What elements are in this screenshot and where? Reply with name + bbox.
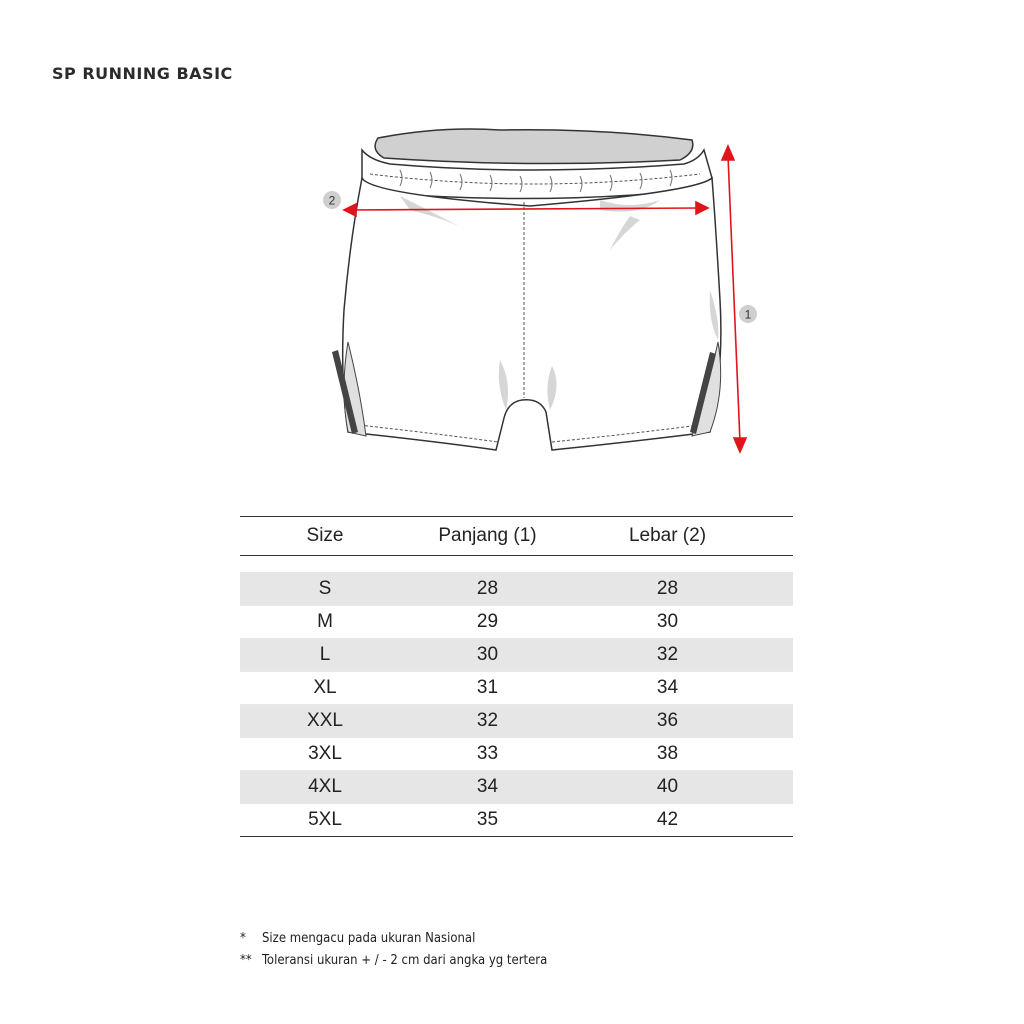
- table-row: [240, 705, 793, 738]
- header-size: Size: [306, 525, 344, 546]
- cell-lebar: 32: [656, 644, 679, 665]
- waistband-inner: [375, 129, 693, 164]
- footnote-mark: *: [240, 931, 246, 946]
- table-row: [240, 606, 793, 639]
- cell-lebar: 30: [656, 611, 679, 632]
- cell-lebar: 34: [656, 677, 679, 698]
- table-row: [240, 804, 793, 837]
- header-panjang: Panjang (1): [438, 525, 537, 546]
- header-lebar: Lebar (2): [628, 525, 707, 546]
- cell-size: M: [317, 611, 333, 632]
- cell-lebar: 36: [656, 710, 679, 731]
- shorts-body: [343, 178, 721, 450]
- cell-size: 4XL: [308, 776, 342, 797]
- cell-size: XL: [313, 677, 337, 698]
- cell-lebar: 42: [656, 809, 679, 830]
- footnote: [240, 950, 547, 972]
- table-row: [240, 573, 793, 606]
- marker-2-label: 2: [328, 193, 336, 208]
- cell-lebar: 28: [656, 578, 679, 599]
- footnote: [240, 928, 547, 950]
- footnote-text: Toleransi ukuran + / - 2 cm dari angka yg tertera: [262, 953, 548, 968]
- cell-panjang: 32: [476, 710, 499, 731]
- cell-lebar: 38: [656, 743, 679, 764]
- cell-size: XXL: [307, 710, 343, 731]
- cell-panjang: 34: [476, 776, 499, 797]
- cell-panjang: 33: [476, 743, 499, 764]
- cell-lebar: 40: [656, 776, 679, 797]
- cell-panjang: 35: [476, 809, 499, 830]
- marker-1-label: 1: [744, 307, 752, 322]
- table-row: [240, 738, 793, 771]
- cell-panjang: 29: [476, 611, 499, 632]
- cell-panjang: 28: [476, 578, 499, 599]
- page-title: SP RUNNING BASIC: [52, 64, 233, 83]
- length-arrow: [722, 146, 746, 452]
- footnotes: [240, 928, 547, 972]
- table-header: [240, 516, 793, 556]
- cell-panjang: 31: [476, 677, 499, 698]
- table-spacer: [240, 556, 793, 573]
- footnote-mark: **: [240, 953, 252, 968]
- table-row: [240, 771, 793, 804]
- table-row: [240, 672, 793, 705]
- cell-size: 5XL: [308, 809, 342, 830]
- cell-size: S: [318, 578, 332, 599]
- footnote-text: Size mengacu pada ukuran Nasional: [262, 931, 476, 946]
- shorts-diagram: [300, 120, 780, 470]
- cell-size: 3XL: [308, 743, 342, 764]
- cell-size: L: [319, 644, 331, 665]
- table-row: [240, 639, 793, 672]
- size-table: [240, 516, 793, 837]
- cell-panjang: 30: [476, 644, 499, 665]
